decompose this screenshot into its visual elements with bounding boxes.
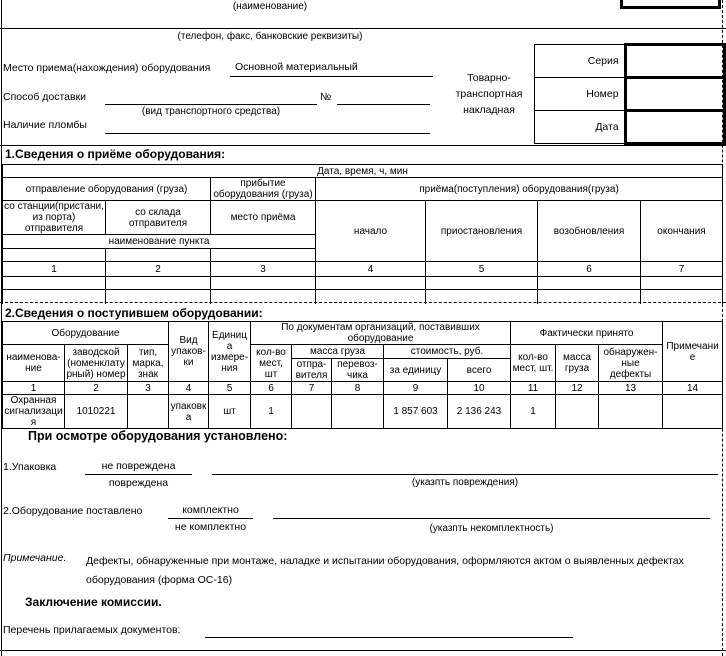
table-row (535, 111, 725, 144)
incomplete-option[interactable]: не комплектно (174, 521, 247, 533)
carrier-header-cell: перевоз-чика (332, 359, 384, 382)
cargo-mass2-header-cell: масса груза (556, 345, 599, 382)
transport-caption: (вид транспортного средства) (141, 106, 281, 117)
empty-data-cell[interactable] (3, 277, 106, 290)
divider-line-section1 (0, 145, 726, 146)
factory-number-cell[interactable]: 1010221 (65, 395, 128, 429)
incompleteness-caption: (указпть некомплектность) (429, 523, 554, 534)
damage-caption: (указпть повреждения) (411, 477, 519, 488)
actually-accepted-header-cell: Фактически принято (511, 322, 663, 345)
note-text: Дефекты, обнаруженные при монтаже, наладке и испытании оборудования, оформляются актом о выявленных дефектах оборудования (форма ОС-16) (86, 555, 684, 586)
package-type-header-cell: Вид упаков-ки (169, 322, 209, 382)
cost-header-cell: стоимость, руб. (384, 345, 511, 359)
series-label: Серия (535, 45, 626, 78)
empty-data-cell[interactable] (641, 277, 723, 290)
column-number-cell: 5 (209, 382, 251, 395)
column-number-cell: 3 (128, 382, 169, 395)
type-mark-header-cell: тип, марка, знак (128, 345, 169, 382)
documents-list-blank-field[interactable] (205, 623, 573, 638)
inspection-title: При осмотре оборудования установлено: (28, 429, 288, 443)
empty-data-cell[interactable] (211, 277, 316, 290)
per-unit-cost-cell[interactable]: 1 857 603 (384, 395, 448, 429)
resumption-header-cell: возобновления (538, 201, 641, 262)
packaging-item-label: 1.Упаковка (3, 461, 57, 473)
accepted-mass-cell[interactable] (556, 395, 599, 429)
column-number-cell: 2 (106, 262, 211, 277)
name-header-cell: наименова-ние (3, 345, 65, 382)
column-number-cell: 13 (599, 382, 663, 395)
column-number-cell: 7 (641, 262, 723, 277)
point-name-cell[interactable] (106, 249, 211, 262)
notes-header-cell: Примечание (663, 322, 723, 382)
incompleteness-blank-field[interactable] (273, 504, 710, 519)
empty-data-cell[interactable] (106, 277, 211, 290)
per-unit-header-cell: за единицу (384, 359, 448, 382)
type-mark-cell[interactable] (128, 395, 169, 429)
packaging-not-damaged-option[interactable]: не повреждена (85, 460, 192, 475)
column-number-cell: 5 (426, 262, 538, 277)
series-value-box[interactable] (625, 45, 724, 78)
column-number-cell: 6 (251, 382, 292, 395)
package-type-cell[interactable]: упаковка (169, 395, 209, 429)
carrier-mass-cell[interactable] (332, 395, 384, 429)
contacts-caption: (телефон, факс, банковские реквизиты) (177, 31, 363, 42)
defects-header-cell: обнаружен-ные дефекты (599, 345, 663, 382)
waybill-title-line2: транспортная (455, 88, 523, 100)
column-number-cell: 10 (448, 382, 511, 395)
date-value-box[interactable] (625, 111, 724, 144)
start-header-cell: начало (316, 201, 426, 262)
table-row (3, 165, 723, 178)
page-break-horizontal-line (0, 302, 726, 303)
equipment-name-cell[interactable]: Охранная сигнализация (4, 395, 63, 428)
packaging-damaged-option[interactable]: повреждена (108, 477, 169, 489)
divider-line-bottom (0, 650, 726, 651)
table-row (535, 45, 725, 78)
empty-data-cell[interactable] (426, 277, 538, 290)
total-header-cell: всего (448, 359, 511, 382)
section2-title: 2.Сведения о поступившем оборудовании: (5, 306, 263, 320)
divider-line-top (0, 28, 726, 29)
table-row (3, 395, 723, 429)
column-number-cell: 1 (3, 382, 65, 395)
number-value-box[interactable] (625, 78, 724, 111)
number-label: Номер (535, 78, 626, 111)
column-number-cell: 14 (663, 382, 723, 395)
name-caption: (наименование) (232, 1, 308, 12)
acceptance-info-table (2, 164, 723, 304)
waybill-title-line1: Товарно- (467, 72, 511, 84)
delivery-number-field[interactable] (337, 90, 430, 105)
column-number-cell: 4 (316, 262, 426, 277)
column-number-cell: 4 (169, 382, 209, 395)
number-sign: № (320, 91, 332, 103)
column-number-cell: 11 (511, 382, 556, 395)
by-documents-header-cell: По документам организаций, поставивших оборудование (251, 322, 511, 345)
place-value-field[interactable]: Основной материальный (230, 61, 433, 77)
departure-header-cell: отправление оборудования (груза) (3, 178, 211, 201)
received-equipment-table (2, 321, 723, 429)
note-label: Примечание. (3, 552, 67, 564)
cargo-mass-header-cell: масса груза (292, 345, 384, 359)
column-number-cell: 6 (538, 262, 641, 277)
accepted-qty-cell[interactable]: 1 (511, 395, 556, 429)
documents-list-label: Перечень прилагаемых документов: (3, 624, 181, 636)
section1-title: 1.Сведения о приёме оборудования: (5, 147, 226, 161)
defects-cell[interactable] (599, 395, 663, 429)
point-name-cell[interactable] (211, 249, 316, 262)
unit-cell[interactable]: шт (209, 395, 251, 429)
from-warehouse-header-cell: со склада отправителя (106, 201, 211, 235)
table-row (3, 345, 723, 359)
waybill-title (443, 70, 535, 118)
seal-blank-field[interactable] (105, 118, 430, 134)
packaging-damage-blank-field[interactable] (212, 460, 718, 475)
arrival-header-cell: прибытие оборудования (груза) (211, 178, 316, 201)
place-label: Место приема(нахождения) оборудования (3, 62, 211, 74)
point-name-header-cell: наименование пункта (3, 235, 316, 249)
qty-places-cell[interactable]: 1 (251, 395, 292, 429)
conclusion-title: Заключение комиссии. (25, 595, 162, 609)
sender-mass-cell[interactable] (292, 395, 332, 429)
total-cost-cell[interactable]: 2 136 243 (448, 395, 511, 429)
complete-option[interactable]: комплектно (168, 504, 253, 519)
table-row (3, 382, 723, 395)
table-row (3, 262, 723, 277)
date-label: Дата (535, 111, 626, 144)
end-header-cell: окончания (641, 201, 723, 262)
column-number-cell: 8 (332, 382, 384, 395)
delivery-blank-field[interactable] (105, 90, 317, 105)
place-header-cell: место приёма (211, 201, 316, 235)
waybill-series-table (534, 43, 726, 145)
empty-data-cell[interactable] (538, 277, 641, 290)
sender-header-cell: отпра-вителя (292, 359, 332, 382)
cutoff-value-box[interactable] (620, 0, 721, 9)
datetime-header-cell: Дата, время, ч, мин (3, 165, 723, 178)
point-name-cell[interactable] (3, 249, 106, 262)
unit-header-cell: Единица измере-ния (209, 322, 251, 382)
factory-number-header-cell: заводской (номенклатурный) номер (66, 346, 126, 380)
table-row (3, 322, 723, 345)
equipment-header-cell: Оборудование (3, 322, 169, 345)
column-number-cell: 3 (211, 262, 316, 277)
table-row (3, 277, 723, 290)
equipment-delivered-label: 2.Оборудование поставлено (3, 505, 143, 517)
empty-data-cell[interactable] (316, 277, 426, 290)
suspension-header-cell: приостановления (426, 201, 538, 262)
delivery-label: Способ доставки (3, 91, 87, 103)
column-number-cell: 7 (292, 382, 332, 395)
waybill-title-line3: накладная (463, 104, 515, 116)
table-row (3, 201, 723, 235)
table-row (535, 78, 725, 111)
table-row (3, 178, 723, 201)
acceptance-header-cell: приёма(поступления) оборудования(груза) (316, 178, 723, 201)
from-station-header-cell: со станции(пристани, из порта) отправителя (4, 201, 104, 234)
column-number-cell: 2 (65, 382, 128, 395)
qty-places-header-cell: кол-во мест, шт (251, 345, 292, 382)
column-number-cell: 9 (384, 382, 448, 395)
qty-places2-header-cell: кол-во мест, шт. (511, 345, 556, 382)
seal-label: Наличие пломбы (3, 119, 87, 131)
column-number-cell: 1 (3, 262, 106, 277)
column-number-cell: 12 (556, 382, 599, 395)
notes-cell[interactable] (663, 395, 723, 429)
